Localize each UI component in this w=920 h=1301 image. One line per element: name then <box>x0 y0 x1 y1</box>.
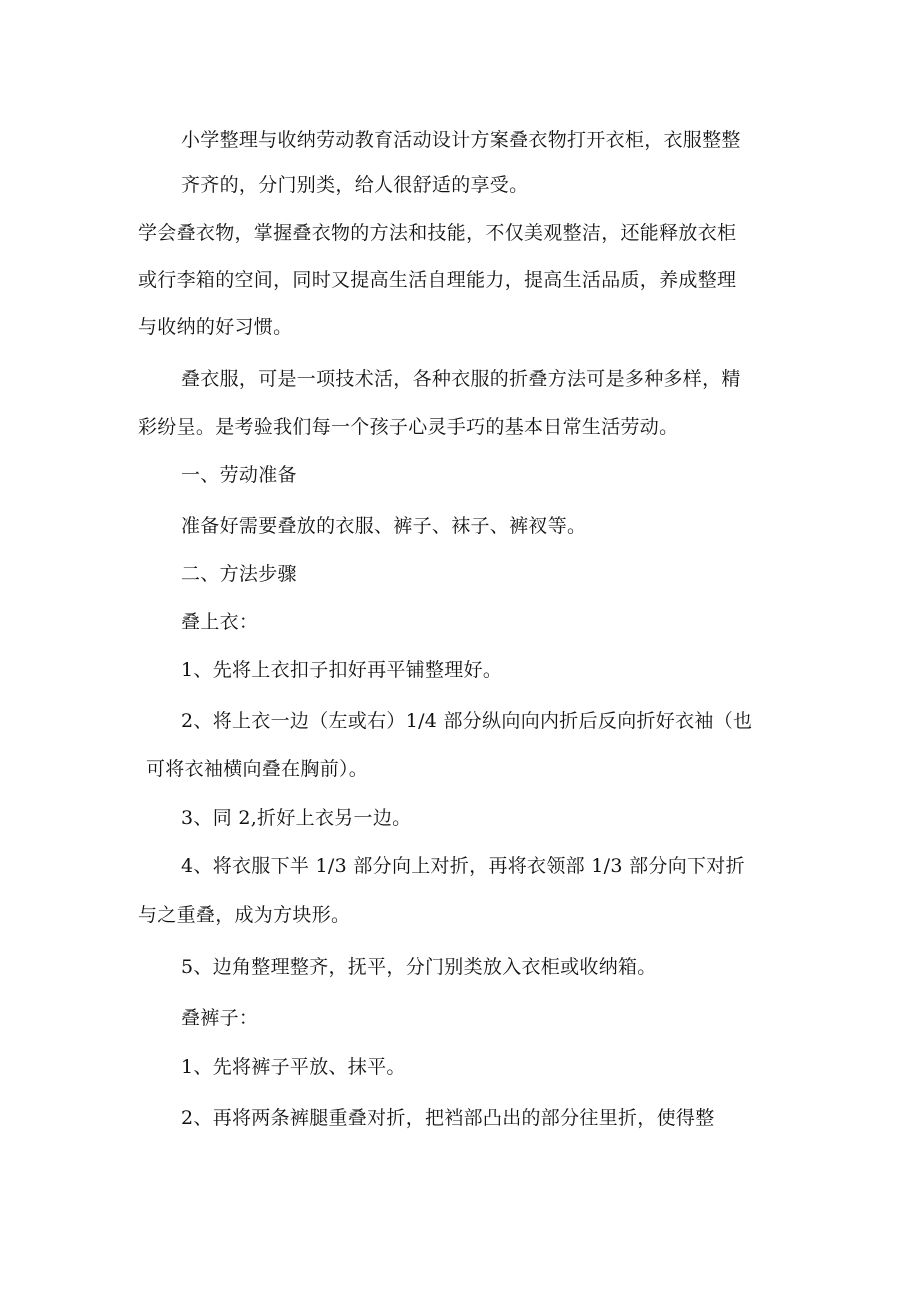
shirt-heading: 叠上衣： <box>181 611 259 633</box>
section-1-text: 准备好需要叠放的衣服、裤子、袜子、裤衩等。 <box>181 515 587 537</box>
pants-heading: 叠裤子： <box>181 1007 259 1029</box>
shirt-step-4-line-2: 与之重叠，成为方块形。 <box>138 904 351 926</box>
intro-line-3: 与收纳的好习惯。 <box>138 316 293 338</box>
pants-step-2-line-1: 2、再将两条裤腿重叠对折，把裆部凸出的部分往里折，使得整 <box>181 1107 715 1129</box>
title-line-2: 齐齐的，分门别类，给人很舒适的享受。 <box>181 174 529 196</box>
shirt-step-2-line-1: 2、将上衣一边（左或右）1/4 部分纵向向内折后反向折好衣袖（也 <box>181 710 753 732</box>
shirt-step-3: 3、同 2,折好上衣另一边。 <box>181 807 412 829</box>
section-2-heading: 二、方法步骤 <box>181 563 297 585</box>
pants-step-1: 1、先将裤子平放、抹平。 <box>181 1056 406 1078</box>
shirt-step-5: 5、边角整理整齐，抚平，分门别类放入衣柜或收纳箱。 <box>181 956 657 978</box>
intro-line-2: 或行李箱的空间，同时又提高生活自理能力，提高生活品质，养成整理 <box>138 269 737 291</box>
shirt-step-4-line-1: 4、将衣服下半 1/3 部分向上对折，再将衣领部 1/3 部分向下对折 <box>181 855 745 877</box>
para-2-line-2: 彩纷呈。是考验我们每一个孩子心灵手巧的基本日常生活劳动。 <box>138 416 679 438</box>
section-1-heading: 一、劳动准备 <box>181 464 297 486</box>
title-line-1: 小学整理与收纳劳动教育活动设计方案叠衣物打开衣柜，衣服整整 <box>181 129 741 151</box>
para-2-line-1: 叠衣服，可是一项技术活，各种衣服的折叠方法可是多种多样，精 <box>181 368 741 390</box>
intro-line-1: 学会叠衣物，掌握叠衣物的方法和技能，不仅美观整洁，还能释放衣柜 <box>138 222 737 244</box>
shirt-step-1: 1、先将上衣扣子扣好再平铺整理好。 <box>181 659 503 681</box>
shirt-step-2-line-2: 可将衣袖横向叠在胸前）。 <box>146 758 369 780</box>
